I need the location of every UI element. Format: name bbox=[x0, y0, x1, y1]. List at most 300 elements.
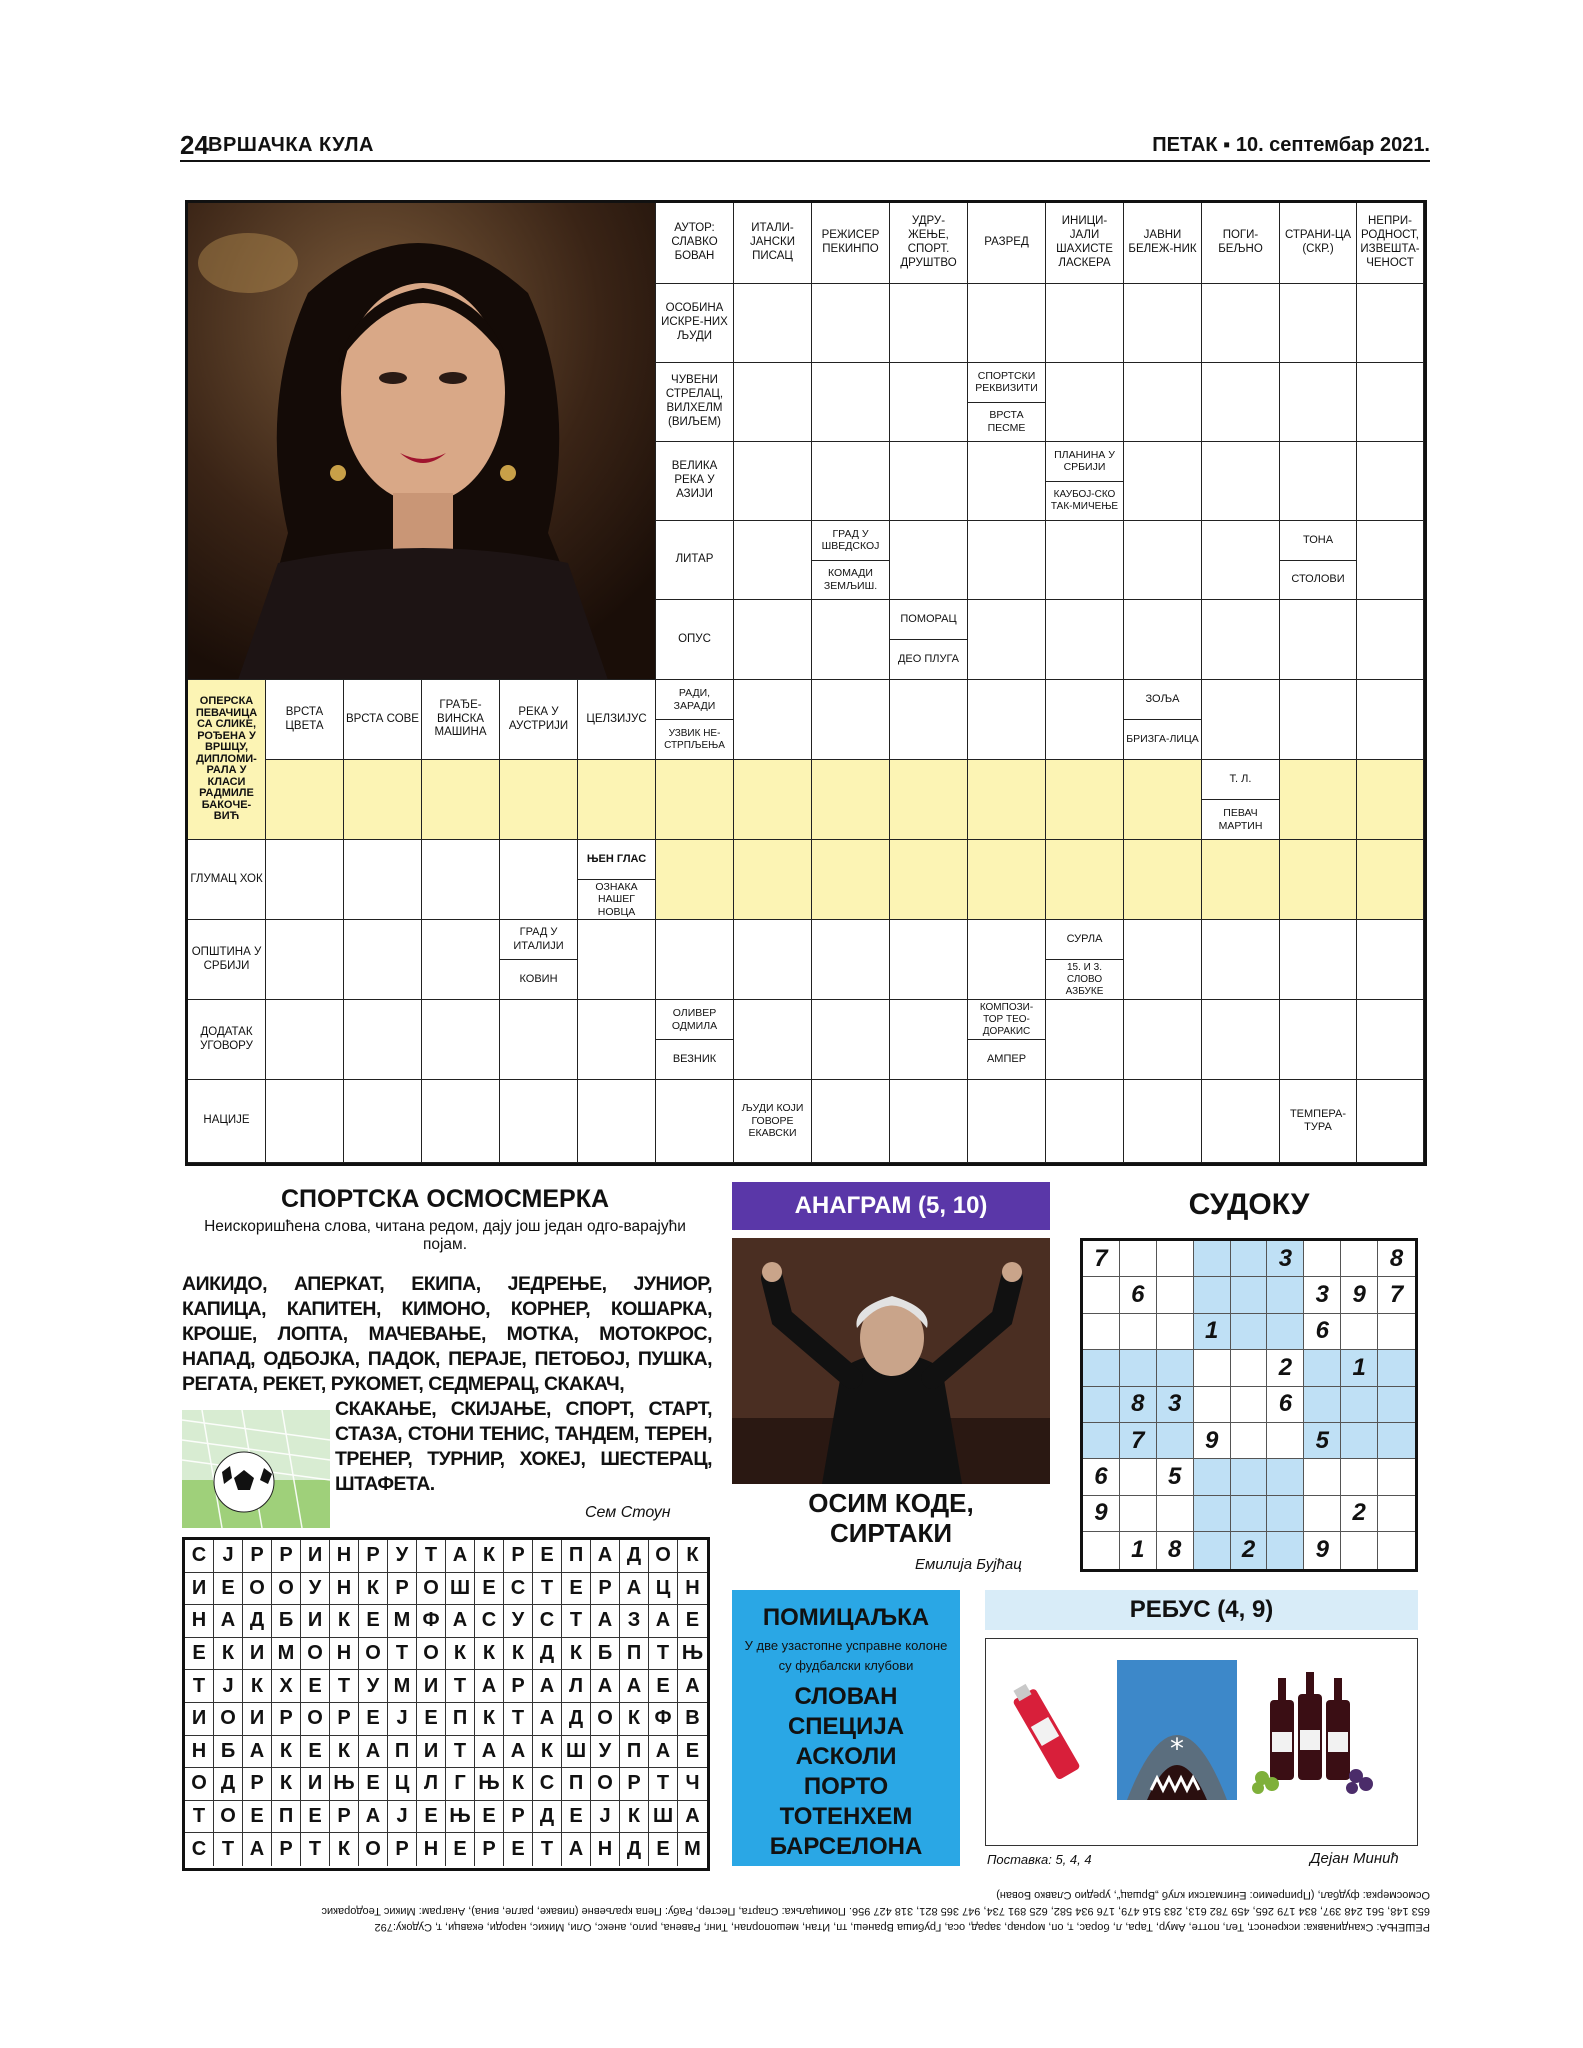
sudoku-cell[interactable] bbox=[1267, 1423, 1304, 1459]
word-search-letter[interactable]: А bbox=[475, 1670, 504, 1702]
word-search-letter[interactable]: П bbox=[620, 1736, 649, 1768]
word-search-letter[interactable]: А bbox=[591, 1605, 620, 1637]
word-search-letter[interactable]: П bbox=[272, 1801, 301, 1833]
crossword-cell[interactable] bbox=[734, 1000, 812, 1080]
word-search-letter[interactable]: Е bbox=[475, 1573, 504, 1605]
word-search-letter[interactable]: И bbox=[301, 1768, 330, 1800]
sudoku-cell[interactable]: 7 bbox=[1083, 1241, 1120, 1277]
word-search-letter[interactable]: М bbox=[388, 1605, 417, 1637]
crossword-cell[interactable] bbox=[1357, 363, 1424, 442]
word-search-letter[interactable]: У bbox=[504, 1605, 533, 1637]
word-search-letter[interactable]: У bbox=[388, 1540, 417, 1572]
sudoku-cell[interactable] bbox=[1231, 1277, 1268, 1313]
word-search-letter[interactable]: Т bbox=[417, 1540, 446, 1572]
word-search-letter[interactable]: А bbox=[533, 1670, 562, 1702]
word-search-letter[interactable]: Њ bbox=[446, 1801, 475, 1833]
crossword-cell[interactable] bbox=[422, 1000, 500, 1080]
word-search-letter[interactable]: А bbox=[446, 1605, 475, 1637]
word-search-letter[interactable]: С bbox=[533, 1768, 562, 1800]
sudoku-cell[interactable] bbox=[1231, 1423, 1268, 1459]
sudoku-cell[interactable] bbox=[1341, 1314, 1378, 1350]
word-search-letter[interactable]: А bbox=[562, 1833, 591, 1866]
word-search-letter[interactable]: Р bbox=[475, 1833, 504, 1866]
word-search-letter[interactable]: Н bbox=[330, 1573, 359, 1605]
crossword-cell[interactable] bbox=[1357, 1080, 1424, 1163]
sudoku-cell[interactable]: 7 bbox=[1120, 1423, 1157, 1459]
word-search-letter[interactable]: О bbox=[359, 1638, 388, 1670]
word-search-letter[interactable]: Т bbox=[446, 1670, 475, 1702]
sudoku-cell[interactable] bbox=[1083, 1423, 1120, 1459]
word-search-letter[interactable]: О bbox=[214, 1703, 243, 1735]
sudoku-cell[interactable] bbox=[1341, 1423, 1378, 1459]
word-search-letter[interactable]: А bbox=[591, 1540, 620, 1572]
sudoku-cell[interactable] bbox=[1194, 1387, 1231, 1423]
crossword-cell[interactable] bbox=[734, 284, 812, 363]
crossword-cell[interactable] bbox=[1280, 284, 1357, 363]
crossword-cell[interactable] bbox=[890, 1080, 968, 1163]
word-search-letter[interactable]: К bbox=[686, 1544, 699, 1567]
sudoku-cell[interactable] bbox=[1378, 1496, 1415, 1532]
crossword-cell[interactable] bbox=[1046, 760, 1124, 840]
word-search-letter[interactable]: Л bbox=[562, 1670, 591, 1702]
crossword-cell[interactable] bbox=[344, 1000, 422, 1080]
word-search-letter[interactable]: Р bbox=[504, 1540, 533, 1572]
sudoku-cell[interactable] bbox=[1267, 1277, 1304, 1313]
crossword-cell[interactable] bbox=[1357, 521, 1424, 600]
crossword-cell[interactable] bbox=[1357, 680, 1424, 760]
crossword-cell[interactable] bbox=[1202, 920, 1280, 1000]
crossword-cell[interactable] bbox=[1357, 284, 1424, 363]
word-search-letter[interactable]: П bbox=[620, 1638, 649, 1670]
word-search-letter[interactable]: А bbox=[685, 1805, 700, 1828]
word-search-letter[interactable]: К bbox=[504, 1638, 533, 1670]
word-search-letter[interactable]: Т bbox=[504, 1703, 533, 1735]
crossword-cell[interactable] bbox=[890, 1000, 968, 1080]
crossword-cell[interactable] bbox=[1357, 920, 1424, 1000]
word-search-letter[interactable]: Т bbox=[388, 1638, 417, 1670]
sudoku-cell[interactable]: 1 bbox=[1120, 1532, 1157, 1568]
word-search-letter[interactable]: О bbox=[301, 1703, 330, 1735]
crossword-cell[interactable] bbox=[1202, 1000, 1280, 1080]
sudoku-cell[interactable] bbox=[1083, 1532, 1120, 1568]
word-search-letter[interactable]: К bbox=[359, 1573, 388, 1605]
crossword-cell[interactable] bbox=[812, 760, 890, 840]
word-search-letter[interactable]: Е bbox=[649, 1833, 678, 1866]
word-search-letter[interactable]: Г bbox=[446, 1768, 475, 1800]
sudoku-cell[interactable] bbox=[1341, 1532, 1378, 1568]
crossword-cell[interactable] bbox=[734, 521, 812, 600]
sudoku-cell[interactable] bbox=[1304, 1387, 1341, 1423]
word-search-letter[interactable]: К bbox=[620, 1703, 649, 1735]
crossword-cell[interactable] bbox=[1280, 920, 1357, 1000]
word-search-letter[interactable]: А bbox=[649, 1736, 678, 1768]
crossword-cell[interactable] bbox=[1280, 1000, 1357, 1080]
crossword-cell[interactable] bbox=[968, 521, 1046, 600]
word-search-letter[interactable]: Т bbox=[446, 1736, 475, 1768]
sudoku-cell[interactable] bbox=[1157, 1241, 1194, 1277]
crossword-cell[interactable] bbox=[500, 840, 578, 920]
word-search-letter[interactable]: П bbox=[562, 1768, 591, 1800]
crossword-cell[interactable] bbox=[890, 920, 968, 1000]
crossword-cell[interactable] bbox=[1202, 363, 1280, 442]
crossword-cell[interactable] bbox=[266, 1080, 344, 1163]
crossword-cell[interactable] bbox=[812, 442, 890, 521]
word-search-letter[interactable]: К bbox=[214, 1638, 243, 1670]
crossword-cell[interactable] bbox=[266, 1000, 344, 1080]
sudoku-cell[interactable] bbox=[1120, 1241, 1157, 1277]
crossword-cell[interactable] bbox=[1280, 840, 1357, 920]
word-search-letter[interactable]: Д bbox=[214, 1768, 243, 1800]
word-search-letter[interactable]: К bbox=[475, 1703, 504, 1735]
word-search-letter[interactable]: Е bbox=[417, 1801, 446, 1833]
crossword-cell[interactable] bbox=[656, 760, 734, 840]
word-search-letter[interactable]: К bbox=[330, 1833, 359, 1866]
sudoku-cell[interactable]: 3 bbox=[1267, 1241, 1304, 1277]
word-search-letter[interactable]: А bbox=[504, 1736, 533, 1768]
crossword-cell[interactable] bbox=[1046, 1080, 1124, 1163]
word-search-letter[interactable]: К bbox=[504, 1768, 533, 1800]
crossword-cell[interactable] bbox=[890, 840, 968, 920]
sudoku-cell[interactable] bbox=[1231, 1387, 1268, 1423]
sudoku-cell[interactable] bbox=[1231, 1241, 1268, 1277]
crossword-cell[interactable] bbox=[812, 600, 890, 680]
sudoku-cell[interactable]: 1 bbox=[1341, 1350, 1378, 1386]
word-search-letter[interactable]: И bbox=[185, 1573, 214, 1605]
word-search-letter[interactable]: С bbox=[533, 1605, 562, 1637]
word-search-letter[interactable]: Ј bbox=[388, 1801, 417, 1833]
word-search-letter[interactable]: О bbox=[359, 1833, 388, 1866]
crossword-cell[interactable] bbox=[344, 840, 422, 920]
crossword-cell[interactable] bbox=[1046, 363, 1124, 442]
sudoku-cell[interactable]: 9 bbox=[1341, 1277, 1378, 1313]
sudoku-cell[interactable] bbox=[1267, 1532, 1304, 1568]
word-search-letter[interactable]: Е bbox=[359, 1605, 388, 1637]
crossword-cell[interactable] bbox=[1124, 521, 1202, 600]
crossword-cell[interactable] bbox=[1357, 760, 1424, 840]
crossword-cell[interactable] bbox=[1124, 363, 1202, 442]
crossword-cell[interactable] bbox=[578, 1080, 656, 1163]
sudoku-cell[interactable] bbox=[1083, 1350, 1120, 1386]
crossword-cell[interactable] bbox=[890, 442, 968, 521]
crossword-cell[interactable] bbox=[344, 1080, 422, 1163]
word-search-letter[interactable]: А bbox=[243, 1736, 272, 1768]
crossword-cell[interactable] bbox=[890, 760, 968, 840]
word-search-letter[interactable]: А bbox=[243, 1833, 272, 1866]
crossword-cell[interactable] bbox=[1046, 284, 1124, 363]
word-search-letter[interactable]: А bbox=[533, 1703, 562, 1735]
word-search-letter[interactable]: Т bbox=[533, 1833, 562, 1866]
word-search-letter[interactable]: Р bbox=[504, 1670, 533, 1702]
crossword-cell[interactable] bbox=[890, 680, 968, 760]
sudoku-cell[interactable]: 8 bbox=[1378, 1241, 1415, 1277]
word-search-letter[interactable]: Р bbox=[272, 1833, 301, 1866]
word-search-letter[interactable]: О bbox=[243, 1573, 272, 1605]
crossword-cell[interactable] bbox=[578, 760, 656, 840]
word-search-letter[interactable]: С bbox=[185, 1833, 214, 1866]
word-search-letter[interactable]: А bbox=[446, 1540, 475, 1572]
crossword-cell[interactable] bbox=[1046, 1000, 1124, 1080]
word-search-letter[interactable]: Д bbox=[533, 1638, 562, 1670]
word-search-letter[interactable]: Д bbox=[243, 1605, 272, 1637]
word-search-letter[interactable]: Е bbox=[504, 1833, 533, 1866]
word-search-letter[interactable]: Ч bbox=[685, 1772, 700, 1795]
sudoku-cell[interactable] bbox=[1194, 1350, 1231, 1386]
crossword-cell[interactable] bbox=[812, 680, 890, 760]
crossword-cell[interactable] bbox=[1124, 840, 1202, 920]
word-search-letter[interactable]: К bbox=[475, 1638, 504, 1670]
word-search-letter[interactable]: Н bbox=[185, 1605, 214, 1637]
sudoku-cell[interactable]: 6 bbox=[1120, 1277, 1157, 1313]
word-search-letter[interactable]: П bbox=[388, 1736, 417, 1768]
crossword-cell[interactable] bbox=[1046, 600, 1124, 680]
word-search-letter[interactable]: У bbox=[591, 1736, 620, 1768]
crossword-cell[interactable] bbox=[266, 920, 344, 1000]
sudoku-cell[interactable] bbox=[1083, 1387, 1120, 1423]
word-search-letter[interactable]: О bbox=[649, 1540, 678, 1572]
crossword-cell[interactable] bbox=[812, 363, 890, 442]
crossword-cell[interactable] bbox=[890, 363, 968, 442]
crossword-cell[interactable] bbox=[422, 1080, 500, 1163]
sudoku-cell[interactable] bbox=[1378, 1387, 1415, 1423]
word-search-letter[interactable]: О bbox=[185, 1768, 214, 1800]
sudoku-cell[interactable]: 7 bbox=[1378, 1277, 1415, 1313]
crossword-cell[interactable] bbox=[734, 442, 812, 521]
word-search-letter[interactable]: К bbox=[475, 1540, 504, 1572]
sudoku-cell[interactable] bbox=[1083, 1277, 1120, 1313]
crossword-cell[interactable] bbox=[266, 760, 344, 840]
sudoku-cell[interactable]: 6 bbox=[1083, 1459, 1120, 1495]
crossword-cell[interactable] bbox=[812, 840, 890, 920]
crossword-cell[interactable] bbox=[1280, 363, 1357, 442]
word-search-letter[interactable]: Т bbox=[649, 1638, 678, 1670]
word-search-letter[interactable]: О bbox=[417, 1638, 446, 1670]
word-search-letter[interactable]: Е bbox=[243, 1801, 272, 1833]
crossword-cell[interactable] bbox=[1280, 680, 1357, 760]
sudoku-cell[interactable]: 6 bbox=[1267, 1387, 1304, 1423]
word-search-letter[interactable]: Д bbox=[533, 1801, 562, 1833]
crossword-cell[interactable] bbox=[1124, 442, 1202, 521]
sudoku-cell[interactable] bbox=[1231, 1314, 1268, 1350]
word-search-letter[interactable]: Ј bbox=[591, 1801, 620, 1833]
crossword-cell[interactable] bbox=[734, 363, 812, 442]
word-search-letter[interactable]: Е bbox=[417, 1703, 446, 1735]
crossword-cell[interactable] bbox=[734, 840, 812, 920]
word-search-letter[interactable]: Е bbox=[562, 1573, 591, 1605]
word-search-letter[interactable]: Ш bbox=[562, 1736, 591, 1768]
crossword-cell[interactable] bbox=[1202, 284, 1280, 363]
sudoku-cell[interactable] bbox=[1231, 1496, 1268, 1532]
word-search-letter[interactable]: Е bbox=[446, 1833, 475, 1866]
word-search-letter[interactable]: Т bbox=[533, 1573, 562, 1605]
word-search-letter[interactable]: А bbox=[591, 1670, 620, 1702]
crossword-cell[interactable] bbox=[344, 920, 422, 1000]
word-search-letter[interactable]: И bbox=[243, 1638, 272, 1670]
word-search-letter[interactable]: К bbox=[272, 1736, 301, 1768]
word-search-letter[interactable]: Н bbox=[330, 1540, 359, 1572]
sudoku-cell[interactable]: 5 bbox=[1304, 1423, 1341, 1459]
crossword-cell[interactable] bbox=[1202, 442, 1280, 521]
word-search-letter[interactable]: Е bbox=[301, 1801, 330, 1833]
word-search-letter[interactable]: Б bbox=[591, 1638, 620, 1670]
word-search-letter[interactable]: А bbox=[214, 1605, 243, 1637]
word-search-letter[interactable]: У bbox=[359, 1670, 388, 1702]
word-search-letter[interactable]: Е bbox=[359, 1703, 388, 1735]
crossword-cell[interactable] bbox=[1046, 840, 1124, 920]
sudoku-cell[interactable] bbox=[1304, 1350, 1341, 1386]
sudoku-cell[interactable] bbox=[1194, 1496, 1231, 1532]
crossword-cell[interactable] bbox=[422, 840, 500, 920]
crossword-cell[interactable] bbox=[812, 1000, 890, 1080]
sudoku-cell[interactable] bbox=[1267, 1496, 1304, 1532]
crossword-cell[interactable] bbox=[578, 920, 656, 1000]
crossword-cell[interactable] bbox=[734, 760, 812, 840]
word-search-letter[interactable]: И bbox=[417, 1736, 446, 1768]
sudoku-cell[interactable] bbox=[1120, 1496, 1157, 1532]
sudoku-cell[interactable]: 8 bbox=[1120, 1387, 1157, 1423]
crossword-cell[interactable] bbox=[734, 680, 812, 760]
crossword-cell[interactable] bbox=[812, 920, 890, 1000]
word-search-letter[interactable]: Р bbox=[272, 1703, 301, 1735]
sudoku-cell[interactable]: 3 bbox=[1157, 1387, 1194, 1423]
word-search-letter[interactable]: О bbox=[591, 1703, 620, 1735]
sudoku-cell[interactable]: 2 bbox=[1341, 1496, 1378, 1532]
crossword-cell[interactable] bbox=[422, 920, 500, 1000]
word-search-letter[interactable]: К bbox=[330, 1736, 359, 1768]
crossword-cell[interactable] bbox=[422, 760, 500, 840]
crossword-cell[interactable] bbox=[890, 521, 968, 600]
sudoku-cell[interactable] bbox=[1267, 1314, 1304, 1350]
word-search-letter[interactable]: В bbox=[685, 1707, 700, 1730]
word-search-letter[interactable]: И bbox=[243, 1703, 272, 1735]
crossword-cell[interactable] bbox=[968, 760, 1046, 840]
word-search-letter[interactable]: К bbox=[272, 1768, 301, 1800]
sudoku-cell[interactable] bbox=[1341, 1459, 1378, 1495]
word-search-letter[interactable]: А bbox=[620, 1670, 649, 1702]
sudoku-cell[interactable]: 2 bbox=[1267, 1350, 1304, 1386]
word-search-letter[interactable]: П bbox=[446, 1703, 475, 1735]
word-search-letter[interactable]: С bbox=[475, 1605, 504, 1637]
sudoku-cell[interactable] bbox=[1120, 1314, 1157, 1350]
word-search-letter[interactable]: П bbox=[562, 1540, 591, 1572]
word-search-letter[interactable]: Е bbox=[562, 1801, 591, 1833]
crossword-cell[interactable] bbox=[968, 284, 1046, 363]
sudoku-cell[interactable]: 1 bbox=[1194, 1314, 1231, 1350]
word-search-letter[interactable]: С bbox=[504, 1573, 533, 1605]
crossword-cell[interactable] bbox=[1357, 600, 1424, 680]
crossword-cell[interactable] bbox=[578, 1000, 656, 1080]
word-search-letter[interactable]: Ј bbox=[214, 1540, 243, 1572]
sudoku-cell[interactable]: 8 bbox=[1157, 1532, 1194, 1568]
word-search-letter[interactable]: Е bbox=[475, 1801, 504, 1833]
word-search-letter[interactable]: Е bbox=[301, 1736, 330, 1768]
crossword-cell[interactable] bbox=[1124, 284, 1202, 363]
word-search-letter[interactable]: Р bbox=[243, 1540, 272, 1572]
sudoku-cell[interactable] bbox=[1304, 1459, 1341, 1495]
crossword-cell[interactable] bbox=[500, 1080, 578, 1163]
crossword-cell[interactable] bbox=[1124, 1080, 1202, 1163]
crossword-cell[interactable] bbox=[890, 284, 968, 363]
word-search-letter[interactable]: А bbox=[359, 1801, 388, 1833]
word-search-letter[interactable]: Њ bbox=[330, 1768, 359, 1800]
crossword-cell[interactable] bbox=[968, 920, 1046, 1000]
crossword-cell[interactable] bbox=[968, 442, 1046, 521]
crossword-cell[interactable] bbox=[1280, 442, 1357, 521]
word-search-letter[interactable]: Е bbox=[533, 1540, 562, 1572]
sudoku-cell[interactable] bbox=[1120, 1350, 1157, 1386]
crossword-cell[interactable] bbox=[968, 840, 1046, 920]
word-search-letter[interactable]: И bbox=[185, 1703, 214, 1735]
word-search-letter[interactable]: М bbox=[388, 1670, 417, 1702]
word-search-letter[interactable]: Ф bbox=[649, 1703, 678, 1735]
word-search-letter[interactable]: А bbox=[475, 1736, 504, 1768]
word-search-letter[interactable]: Р bbox=[330, 1801, 359, 1833]
crossword-cell[interactable] bbox=[1202, 600, 1280, 680]
word-search-letter[interactable]: О bbox=[214, 1801, 243, 1833]
sudoku-cell[interactable] bbox=[1231, 1459, 1268, 1495]
sudoku-cell[interactable] bbox=[1378, 1459, 1415, 1495]
word-search-letter[interactable]: Р bbox=[330, 1703, 359, 1735]
word-search-letter[interactable]: Б bbox=[214, 1736, 243, 1768]
word-search-letter[interactable]: Н bbox=[330, 1638, 359, 1670]
word-search-letter[interactable]: К bbox=[243, 1670, 272, 1702]
crossword-cell[interactable] bbox=[1202, 521, 1280, 600]
word-search-letter[interactable]: Њ bbox=[681, 1642, 704, 1665]
word-search-letter[interactable]: Н bbox=[185, 1736, 214, 1768]
sudoku-cell[interactable] bbox=[1083, 1314, 1120, 1350]
word-search-letter[interactable]: Н bbox=[685, 1576, 700, 1599]
word-search-letter[interactable]: М bbox=[684, 1838, 701, 1861]
crossword-cell[interactable] bbox=[656, 920, 734, 1000]
crossword-cell[interactable] bbox=[266, 840, 344, 920]
crossword-cell[interactable] bbox=[968, 1080, 1046, 1163]
word-search-letter[interactable]: Т bbox=[214, 1833, 243, 1866]
sudoku-cell[interactable]: 5 bbox=[1157, 1459, 1194, 1495]
word-search-letter[interactable]: Р bbox=[359, 1540, 388, 1572]
crossword-cell[interactable] bbox=[734, 920, 812, 1000]
crossword-cell[interactable] bbox=[1124, 760, 1202, 840]
crossword-cell[interactable] bbox=[344, 760, 422, 840]
sudoku-cell[interactable] bbox=[1231, 1350, 1268, 1386]
word-search-letter[interactable]: Т bbox=[185, 1670, 214, 1702]
crossword-cell[interactable] bbox=[1124, 600, 1202, 680]
word-search-letter[interactable]: Р bbox=[504, 1801, 533, 1833]
sudoku-cell[interactable] bbox=[1378, 1532, 1415, 1568]
sudoku-cell[interactable] bbox=[1194, 1277, 1231, 1313]
word-search-letter[interactable]: А bbox=[685, 1674, 700, 1697]
word-search-letter[interactable]: Е bbox=[301, 1670, 330, 1702]
word-search-letter[interactable]: Р bbox=[620, 1768, 649, 1800]
word-search-letter[interactable]: Н bbox=[591, 1833, 620, 1866]
sudoku-cell[interactable] bbox=[1267, 1459, 1304, 1495]
word-search-letter[interactable]: Е bbox=[359, 1768, 388, 1800]
word-search-letter[interactable]: Н bbox=[417, 1833, 446, 1866]
word-search-letter[interactable]: И bbox=[417, 1670, 446, 1702]
sudoku-cell[interactable] bbox=[1194, 1241, 1231, 1277]
word-search-letter[interactable]: Ј bbox=[214, 1670, 243, 1702]
word-search-letter[interactable]: Њ bbox=[475, 1768, 504, 1800]
sudoku-cell[interactable] bbox=[1304, 1496, 1341, 1532]
word-search-letter[interactable]: Х bbox=[272, 1670, 301, 1702]
crossword-cell[interactable] bbox=[1046, 521, 1124, 600]
word-search-letter[interactable]: С bbox=[185, 1540, 214, 1572]
sudoku-cell[interactable] bbox=[1378, 1350, 1415, 1386]
crossword-cell[interactable] bbox=[656, 840, 734, 920]
word-search-letter[interactable]: Б bbox=[272, 1605, 301, 1637]
sudoku-cell[interactable] bbox=[1157, 1277, 1194, 1313]
sudoku-cell[interactable] bbox=[1341, 1241, 1378, 1277]
word-search-letter[interactable]: О bbox=[417, 1573, 446, 1605]
sudoku-cell[interactable] bbox=[1194, 1532, 1231, 1568]
